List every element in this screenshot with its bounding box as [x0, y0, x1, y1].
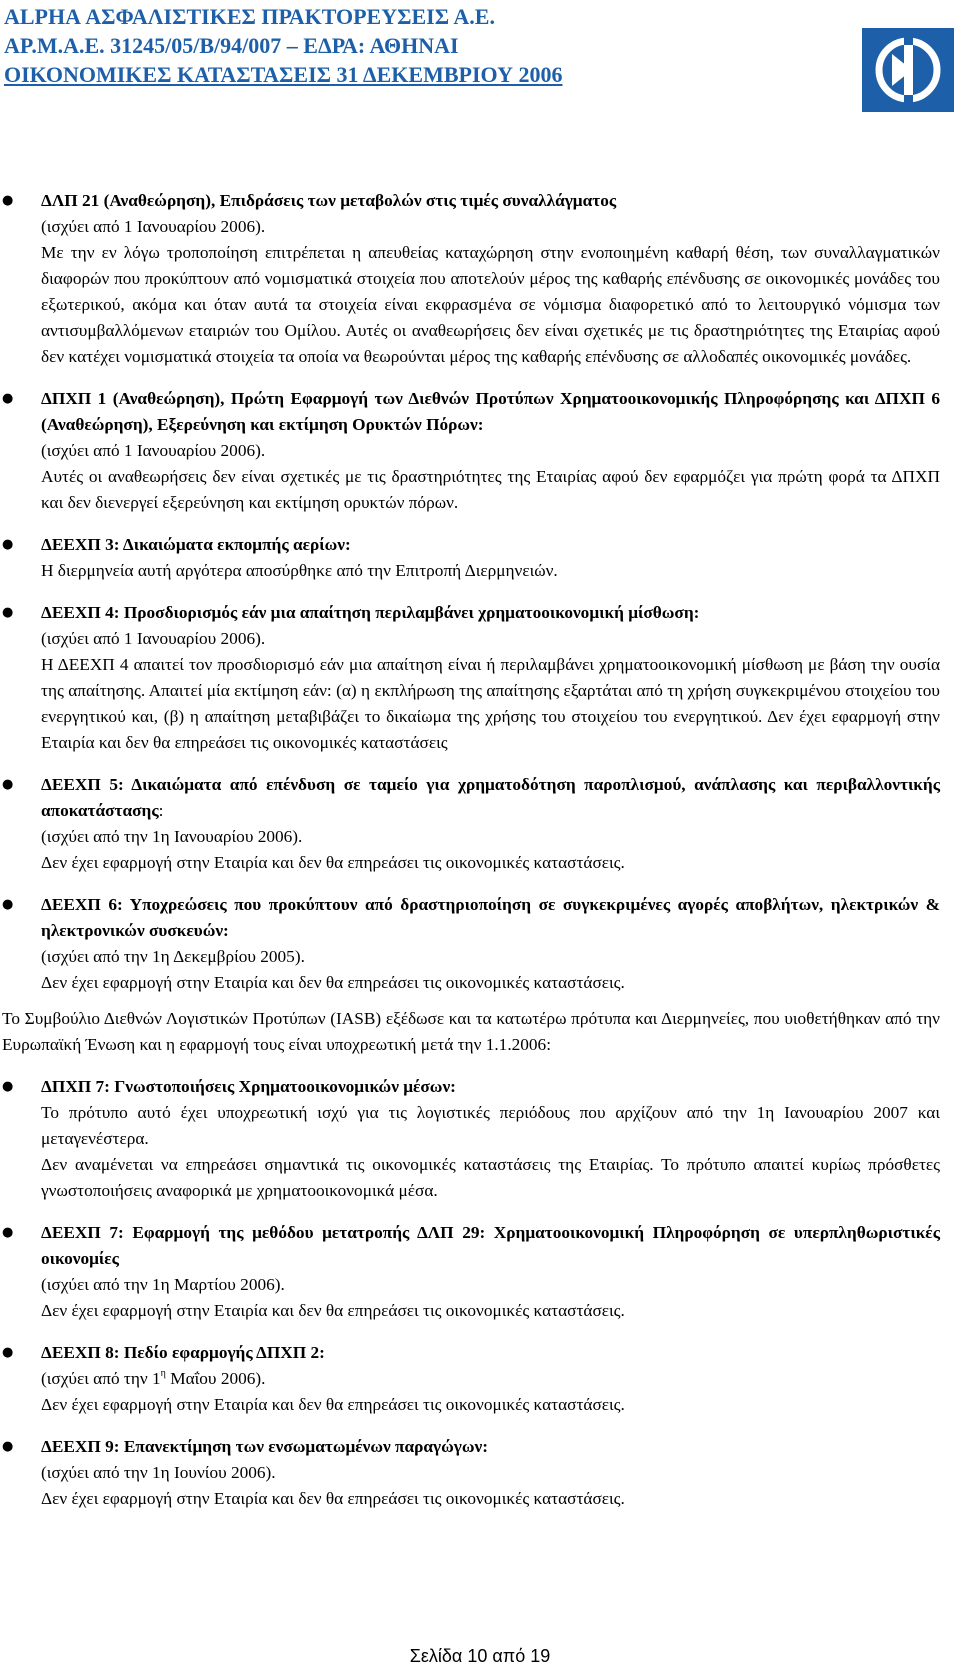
item-effective-date: (ισχύει από 1 Ιανουαρίου 2006).	[41, 217, 266, 236]
list-item	[2, 892, 940, 996]
item-effective-date: (ισχύει από την 1η Μαρτίου 2006).	[41, 1275, 285, 1294]
list-item	[2, 386, 940, 516]
page-number: Σελίδα 10 από 19	[409, 1646, 551, 1666]
list-item	[2, 600, 940, 756]
item-effective-date: (ισχύει από την $1^\eta$ Μαΐου 2006).	[41, 1368, 266, 1388]
alpha-logo-icon	[862, 28, 954, 112]
bullet-icon: ●	[2, 1345, 14, 1360]
bullet-icon: ●	[2, 537, 14, 552]
item-body: Δεν έχει εφαρμογή στην Εταιρία και δεν θα επηρεάσει τις οικονομικές καταστάσεις.	[41, 853, 625, 872]
item-effective-date: (ισχύει από την 1η Δεκεμβρίου 2005).	[41, 947, 305, 966]
item-title: ΔΕΕΧΠ 6: Υποχρεώσεις που προκύπτουν από δραστηριοποίηση σε συγκεκριμένες αγορές αποβλήτων, ηλεκτρικών & ηλεκτρονικών συσκευών:	[41, 895, 940, 940]
bullet-icon: ●	[2, 777, 14, 792]
list-item	[2, 188, 940, 370]
item-title: ΔΕΕΧΠ 8: Πεδίο εφαρμογής ΔΠΧΠ 2:	[41, 1343, 325, 1362]
item-body: Η διερμηνεία αυτή αργότερα αποσύρθηκε από την Επιτροπή Διερμηνειών.	[41, 561, 558, 580]
list-item	[2, 772, 940, 876]
item-body: Αυτές οι αναθεωρήσεις δεν είναι σχετικές με τις δραστηριότητες της Εταιρίας αφού δεν εφαρμόζει για πρώτη φορά τα ΔΠΧΠ και δεν διενεργεί εξερεύνηση και εκτίμηση ορυκτών πόρων.	[41, 467, 940, 512]
item-title: ΔΕΕΧΠ 5: Δικαιώματα από επένδυση σε ταμείο για χρηματοδότηση παροπλισμού, ανάπλασης και περιβαλλοντικής αποκατάστασης	[41, 775, 940, 820]
document-body	[2, 188, 940, 1512]
item-title: ΔΕΕΧΠ 7: Εφαρμογή της μεθόδου μετατροπής ΔΛΠ 29: Χρηματοοικονομική Πληροφόρηση σε υπερπληθωριστικές οικονομίες	[41, 1223, 940, 1268]
statements-title: ΟΙΚΟΝΟΜΙΚΕΣ ΚΑΤΑΣΤΑΣΕΙΣ 31 ΔΕΚΕΜΒΡΙΟΥ 2006	[4, 62, 563, 87]
item-body: Η ΔΕΕΧΠ 4 απαιτεί τον προσδιορισμό εάν μια απαίτηση είναι ή περιλαμβάνει χρηματοοικονομική μίσθωση με βάση την ουσία της απαίτησης. Απαιτεί μία εκτίμηση εάν: (α) η εκπλήρωση της απαίτησης εξαρτάται από τη χρήση συγκεκριμένου στοιχείου του ενεργητικού και, (β) η απαίτηση μεταβιβάζει το δικαίωμα της χρήσης του στοιχείου του ενεργητικού. Δεν έχει εφαρμογή στην Εταιρία και δεν θα επηρεάσει τις οικονομικές καταστάσεις	[41, 655, 940, 752]
list-item	[2, 1340, 940, 1418]
bullet-icon: ●	[2, 605, 14, 620]
item-title: ΔΠΧΠ 1 (Αναθεώρηση), Πρώτη Εφαρμογή των Διεθνών Προτύπων Χρηματοοικονομικής Πληροφόρησης και ΔΠΧΠ 6 (Αναθεώρηση), Εξερεύνηση και εκτίμηση Ορυκτών Πόρων:	[41, 389, 940, 434]
item-body: Δεν έχει εφαρμογή στην Εταιρία και δεν θα επηρεάσει τις οικονομικές καταστάσεις.	[41, 1301, 625, 1320]
item-body: Δεν έχει εφαρμογή στην Εταιρία και δεν θα επηρεάσει τις οικονομικές καταστάσεις.	[41, 1395, 625, 1414]
item-body: Το πρότυπο αυτό έχει υποχρεωτική ισχύ για τις λογιστικές περιόδους που αρχίζουν από την 1η Ιανουαρίου 2007 και μεταγενέστερα.	[41, 1103, 940, 1148]
item-body-secondary: Δεν αναμένεται να επηρεάσει σημαντικά τις οικονομικές καταστάσεις της Εταιρίας. Το πρότυπο απαιτεί κυρίως πρόσθετες γνωστοποιήσεις αναφορικά με χρηματοοικονομικά μέσα.	[41, 1155, 940, 1200]
registry-line: ΑΡ.Μ.Α.Ε. 31245/05/Β/94/007 – ΕΔΡΑ: ΑΘΗΝΑΙ	[4, 33, 459, 58]
item-effective-date: (ισχύει από 1 Ιανουαρίου 2006).	[41, 441, 266, 460]
bullet-icon: ●	[2, 897, 14, 912]
bullet-icon: ●	[2, 391, 14, 406]
item-effective-date: (ισχύει από 1 Ιανουαρίου 2006).	[41, 629, 266, 648]
item-title-suffix: :	[158, 801, 164, 820]
item-body: Με την εν λόγω τροποποίηση επιτρέπεται η απευθείας καταχώρηση στην ενοποιημένη καθαρή θέση, των συναλλαγματικών διαφορών που προκύπτουν από νομισματικά στοιχεία που αποτελούν μέρος της καθαρής επένδυσης σε οικονομικές μονάδες του εξωτερικού, ακόμα και όταν αυτά τα στοιχεία είναι εκφρασμένα σε νόμισμα διαφορετικό από το λειτουργικό νόμισμα των αντισυμβαλλόμενων εταιριών του Ομίλου. Αυτές οι αναθεωρήσεις δεν είναι σχετικές με τις δραστηριότητες της Εταιρίας αφού δεν κατέχει νομισματικά στοιχεία τα οποία να θεωρούνται μέρος της καθαρής επένδυσης σε αλλοδαπές οικονομικές μονάδες.	[41, 243, 940, 366]
item-body: Δεν έχει εφαρμογή στην Εταιρία και δεν θα επηρεάσει τις οικονομικές καταστάσεις.	[41, 973, 625, 992]
document-header	[4, 2, 844, 89]
item-title: ΔΕΕΧΠ 3: Δικαιώματα εκπομπής αερίων:	[41, 535, 351, 554]
item-effective-date: (ισχύει από την 1η Ιανουαρίου 2006).	[41, 827, 303, 846]
list-item	[2, 1434, 940, 1512]
bullet-icon: ●	[2, 1439, 14, 1454]
bullet-icon: ●	[2, 1225, 14, 1240]
list-item	[2, 1220, 940, 1324]
intro-paragraph: Το Συμβούλιο Διεθνών Λογιστικών Προτύπων (IASB) εξέδωσε και τα κατωτέρω πρότυπα και Διερμηνείες, που υιοθετήθηκαν από την Ευρωπαϊκή Ένωση και η εφαρμογή τους είναι υποχρεωτική μετά την 1.1.2006:	[2, 1009, 940, 1054]
list-item	[2, 1074, 940, 1204]
item-title: ΔΕΕΧΠ 9: Επανεκτίμηση των ενσωματωμένων παραγώγων:	[41, 1437, 488, 1456]
list-item	[2, 532, 940, 584]
item-body: Δεν έχει εφαρμογή στην Εταιρία και δεν θα επηρεάσει τις οικονομικές καταστάσεις.	[41, 1489, 625, 1508]
item-title: ΔΕΕΧΠ 4: Προσδιορισμός εάν μια απαίτηση περιλαμβάνει χρηματοοικονομική μίσθωση:	[41, 603, 700, 622]
company-name: ALPHA ΑΣΦΑΛΙΣΤΙΚΕΣ ΠΡΑΚΤΟΡΕΥΣΕΙΣ Α.Ε.	[4, 4, 495, 29]
bullet-icon: ●	[2, 193, 14, 208]
item-title: ΔΠΧΠ 7: Γνωστοποιήσεις Χρηματοοικονομικών μέσων:	[41, 1077, 456, 1096]
bullet-icon: ●	[2, 1079, 14, 1094]
item-effective-date: (ισχύει από την 1η Ιουνίου 2006).	[41, 1463, 276, 1482]
item-title: ΔΛΠ 21 (Αναθεώρηση), Επιδράσεις των μεταβολών στις τιμές συναλλάγματος	[41, 191, 617, 210]
